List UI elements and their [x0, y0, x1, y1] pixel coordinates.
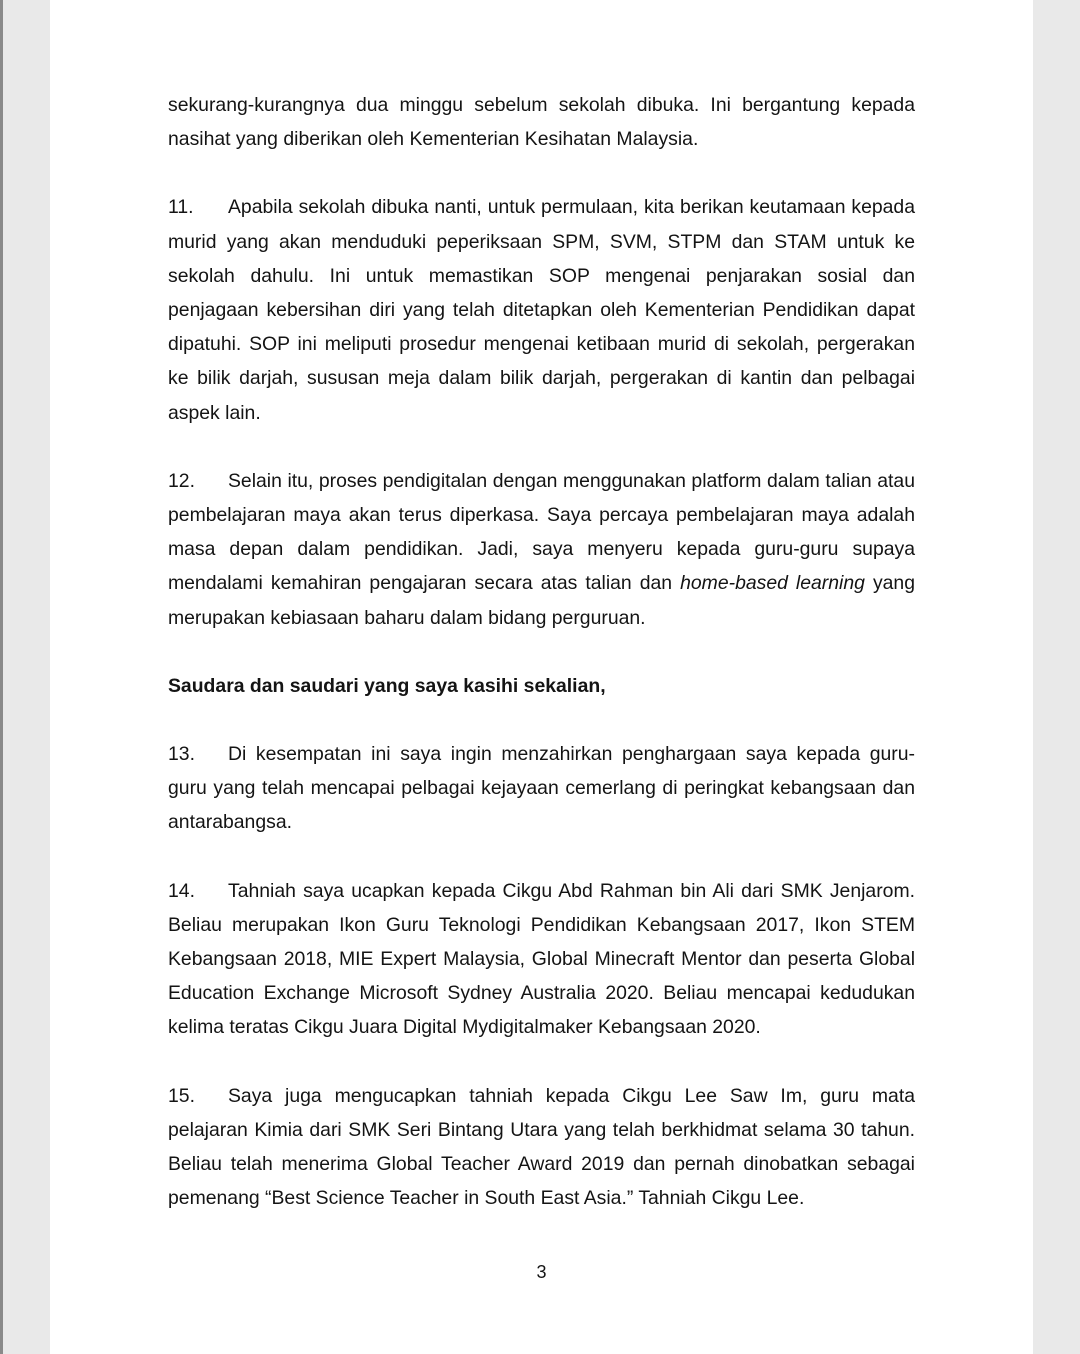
- paragraph-number: 13.: [168, 743, 195, 766]
- document-page: [50, 0, 1033, 1354]
- document-body: [168, 88, 915, 1249]
- paragraph-number: 14.: [168, 879, 195, 902]
- paragraph-13: [168, 737, 915, 840]
- page-number: 3: [536, 1262, 547, 1282]
- paragraph-12: [168, 464, 915, 635]
- paragraph-text: Selain itu, proses pendigitalan dengan menggunakan platform dalam talian atau pembelajaran maya akan terus diperkasa. Saya percaya pembelajaran maya adalah masa depan dalam pendidikan. Jadi, saya menyeru kepada guru-guru supaya mendalami kemahiran pengajaran secara atas talian dan: [168, 469, 915, 595]
- paragraph-text-end: yang merupakan kebiasaan baharu dalam bidang perguruan.: [168, 572, 915, 629]
- paragraph-number: 15.: [168, 1084, 195, 1107]
- paragraph-text: Saya juga mengucapkan tahniah kepada Cikgu Lee Saw Im, guru mata pelajaran Kimia dari SMK Seri Bintang Utara yang telah berkhidmat selama 30 tahun. Beliau telah menerima Global Teacher Award 2019 dan pernah dinobatkan sebagai pemenang “Best Science Teacher in South East Asia.” Tahniah Cikgu Lee.: [168, 1084, 915, 1210]
- paragraph-number: 12.: [168, 469, 195, 492]
- paragraph-continuation: [168, 88, 915, 156]
- paragraph-number: 11.: [168, 196, 194, 219]
- paragraph-text: Tahniah saya ucapkan kepada Cikgu Abd Rahman bin Ali dari SMK Jenjarom. Beliau merupakan Ikon Guru Teknologi Pendidikan Kebangsaan 2017, Ikon STEM Kebangsaan 2018, MIE Expert Malaysia, Global Minecraft Mentor dan peserta Global Education Exchange Microsoft Sydney Australia 2020. Beliau mencapai kedudukan kelima teratas Cikgu Juara Digital Mydigitalmaker Kebangsaan 2020.: [168, 879, 915, 1039]
- paragraph-text: Di kesempatan ini saya ingin menzahirkan penghargaan saya kepada guru-guru yang telah mencapai pelbagai kejayaan cemerlang di peringkat kebangsaan dan antarabangsa.: [168, 743, 915, 834]
- section-heading: Saudara dan saudari yang saya kasihi sekalian,: [168, 674, 606, 697]
- screen-edge: [0, 0, 3, 1354]
- paragraph-14: [168, 874, 915, 1045]
- paragraph-text: sekurang-kurangnya dua minggu sebelum sekolah dibuka. Ini bergantung kepada nasihat yang diberikan oleh Kementerian Kesihatan Malaysia.: [168, 94, 915, 151]
- paragraph-15: [168, 1079, 915, 1216]
- paragraph-text: Apabila sekolah dibuka nanti, untuk permulaan, kita berikan keutamaan kepada murid yang akan menduduki peperiksaan SPM, SVM, STPM dan STAM untuk ke sekolah dahulu. Ini untuk memastikan SOP mengenai penjarakan sosial dan penjagaan kebersihan diri yang telah ditetapkan oleh Kementerian Pendidikan dapat dipatuhi. SOP ini meliputi prosedur mengenai ketibaan murid di sekolah, pergerakan ke bilik darjah, sususan meja dalam bilik darjah, pergerakan di kantin dan pelbagai aspek lain.: [168, 196, 915, 424]
- paragraph-italic-text: home-based learning: [680, 572, 865, 595]
- paragraph-11: [168, 190, 915, 429]
